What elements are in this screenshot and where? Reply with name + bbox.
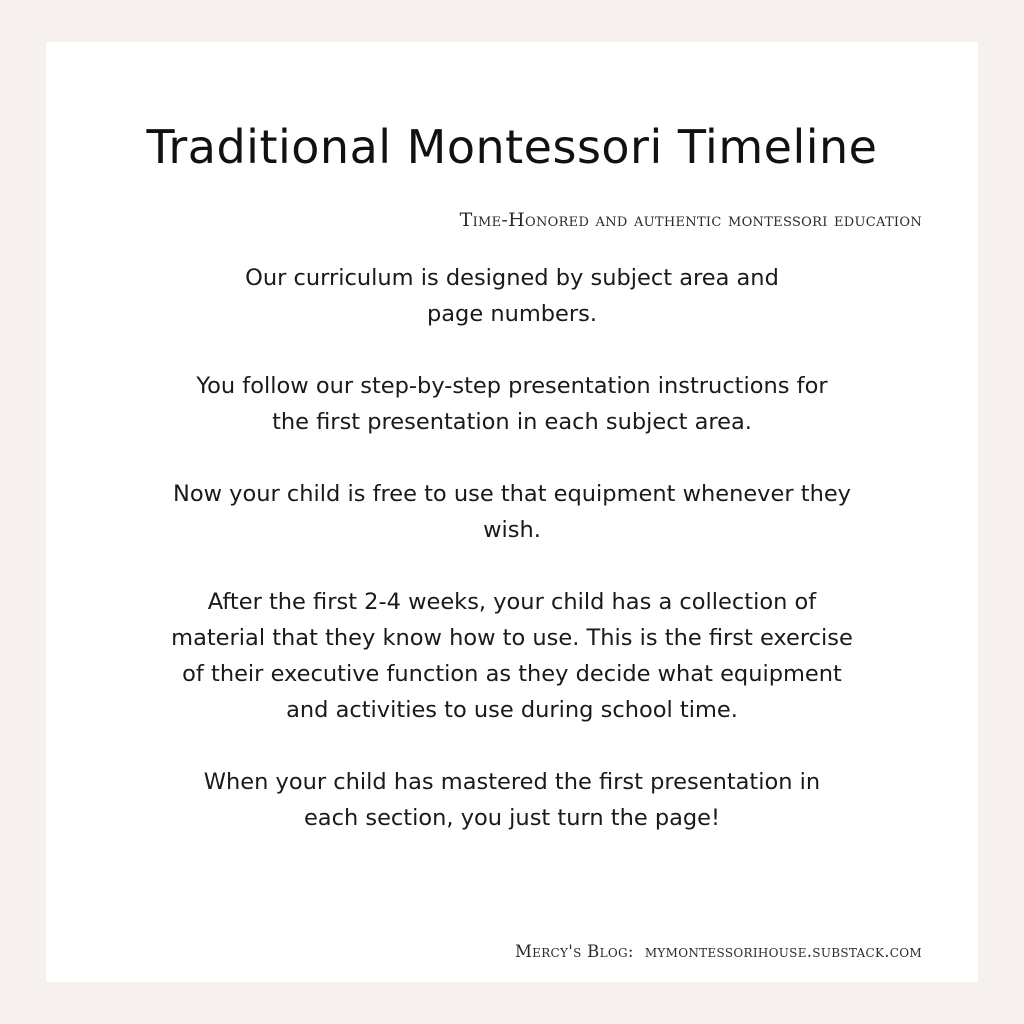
paragraph-line: and activities to use during school time. bbox=[286, 697, 738, 723]
footer-url: mymontessorihouse.substack.com bbox=[644, 942, 922, 961]
paragraph-line: material that they know how to use. This is the first exercise bbox=[171, 625, 853, 651]
paragraph-line: When your child has mastered the first presentation in bbox=[203, 769, 821, 795]
paragraph-instructions bbox=[76, 368, 948, 440]
paragraph-executive-function bbox=[76, 584, 948, 728]
paragraph-line: the first presentation in each subject area. bbox=[272, 409, 752, 435]
footer-credit bbox=[515, 942, 922, 961]
page-subtitle: Time-Honored and authentic montessori education bbox=[459, 209, 922, 231]
paragraph-line: page numbers. bbox=[426, 301, 598, 327]
paragraph-line: of their executive function as they decide what equipment bbox=[182, 661, 842, 687]
page-title: Traditional Montessori Timeline bbox=[146, 120, 878, 174]
paragraph-free-use bbox=[76, 476, 948, 548]
paragraph-line: each section, you just turn the page! bbox=[303, 805, 721, 831]
paragraph-line: You follow our step-by-step presentation instructions for bbox=[196, 373, 828, 399]
paragraph-line: Our curriculum is designed by subject area and bbox=[245, 265, 779, 291]
paragraph-line: wish. bbox=[483, 517, 541, 543]
content-card bbox=[46, 42, 978, 982]
body-text bbox=[76, 260, 948, 872]
paragraph-line: Now your child is free to use that equipment whenever they bbox=[173, 481, 851, 507]
footer-label: Mercy's Blog: bbox=[514, 942, 634, 961]
paragraph-line: After the first 2-4 weeks, your child has a collection of bbox=[207, 589, 817, 615]
paragraph-turn-page bbox=[76, 764, 948, 836]
paragraph-curriculum bbox=[76, 260, 948, 332]
